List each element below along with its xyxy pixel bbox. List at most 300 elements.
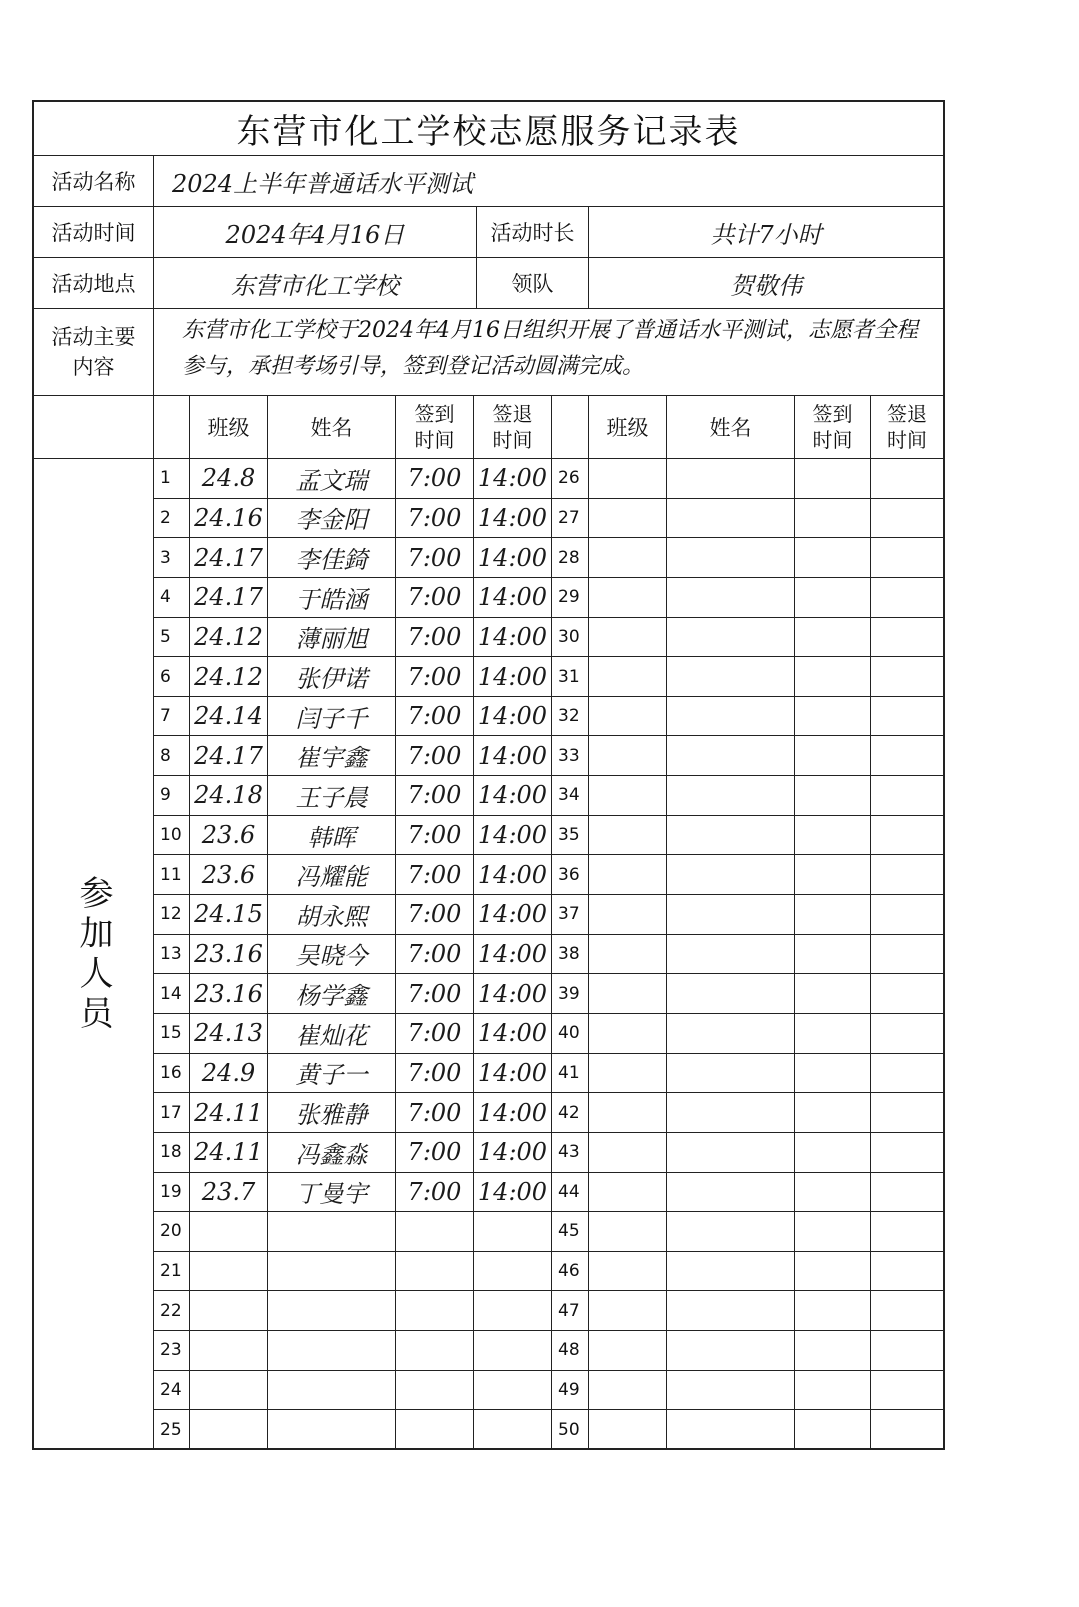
table-row bbox=[154, 618, 943, 658]
sign-out-time-cell: 14:00 bbox=[474, 1054, 552, 1093]
right-row-number-cell: 50 bbox=[552, 1410, 589, 1450]
right-row-number-cell: 49 bbox=[552, 1371, 589, 1410]
right-sign-out-time-cell bbox=[871, 657, 943, 696]
header-signin-right bbox=[795, 396, 871, 458]
table-row bbox=[154, 1173, 943, 1213]
header-no-right bbox=[552, 396, 589, 458]
class-cell bbox=[190, 1371, 268, 1410]
row-number-cell: 6 bbox=[154, 657, 190, 696]
right-name-cell bbox=[667, 1212, 795, 1251]
right-sign-in-time-cell bbox=[795, 1133, 871, 1172]
right-class-cell bbox=[589, 736, 667, 775]
sign-out-time-cell bbox=[474, 1331, 552, 1370]
right-name-cell bbox=[667, 1173, 795, 1212]
row-number-cell: 3 bbox=[154, 538, 190, 577]
activity-duration-value: 共计7小时 bbox=[710, 220, 822, 249]
right-sign-out-time-cell bbox=[871, 1371, 943, 1410]
class-cell: 24.13 bbox=[190, 1014, 268, 1053]
table-row bbox=[154, 1410, 943, 1450]
table-row bbox=[154, 1212, 943, 1252]
right-row-number-cell: 39 bbox=[552, 974, 589, 1013]
table-row bbox=[154, 1331, 943, 1371]
right-sign-out-time-cell bbox=[871, 1054, 943, 1093]
table-row bbox=[154, 974, 943, 1014]
sign-out-time-cell bbox=[474, 1252, 552, 1291]
right-name-cell bbox=[667, 459, 795, 498]
table-row bbox=[154, 935, 943, 975]
sign-in-time-cell: 7:00 bbox=[396, 776, 474, 815]
class-cell: 24.17 bbox=[190, 578, 268, 617]
name-cell bbox=[268, 1371, 396, 1410]
activity-time-value: 2024年4月16日 bbox=[154, 207, 477, 257]
right-name-cell bbox=[667, 1252, 795, 1291]
right-sign-in-time-cell bbox=[795, 697, 871, 736]
sign-in-time-cell: 7:00 bbox=[396, 538, 474, 577]
class-cell bbox=[190, 1410, 268, 1450]
name-cell bbox=[268, 1291, 396, 1330]
header-signout-right-2: 时间 bbox=[887, 428, 927, 452]
right-name-cell bbox=[667, 657, 795, 696]
right-class-cell bbox=[589, 1173, 667, 1212]
right-row-number-cell: 48 bbox=[552, 1331, 589, 1370]
right-class-cell bbox=[589, 1252, 667, 1291]
right-name-cell bbox=[667, 935, 795, 974]
row-number-cell: 13 bbox=[154, 935, 190, 974]
name-cell bbox=[268, 1410, 396, 1450]
header-signout-right bbox=[871, 396, 943, 458]
right-sign-out-time-cell bbox=[871, 459, 943, 498]
sign-out-time-cell bbox=[474, 1212, 552, 1251]
sign-out-time-cell: 14:00 bbox=[474, 776, 552, 815]
name-cell: 崔宇鑫 bbox=[268, 736, 396, 775]
right-row-number-cell: 40 bbox=[552, 1014, 589, 1053]
table-row bbox=[154, 736, 943, 776]
right-class-cell bbox=[589, 1054, 667, 1093]
header-signin-left-2: 时间 bbox=[414, 428, 455, 452]
sign-out-time-cell: 14:00 bbox=[474, 1133, 552, 1172]
activity-name-label: 活动名称 bbox=[34, 156, 154, 206]
right-sign-in-time-cell bbox=[795, 895, 871, 934]
name-cell: 薄丽旭 bbox=[268, 618, 396, 657]
right-sign-in-time-cell bbox=[795, 499, 871, 538]
participant-grid bbox=[34, 459, 943, 1450]
sign-out-time-cell: 14:00 bbox=[474, 1093, 552, 1132]
row-number-cell: 14 bbox=[154, 974, 190, 1013]
sign-in-time-cell: 7:00 bbox=[396, 697, 474, 736]
row-number-cell: 10 bbox=[154, 816, 190, 855]
right-sign-in-time-cell bbox=[795, 855, 871, 894]
right-sign-out-time-cell bbox=[871, 1173, 943, 1212]
name-cell: 冯鑫淼 bbox=[268, 1133, 396, 1172]
sign-out-time-cell: 14:00 bbox=[474, 1173, 552, 1212]
right-sign-out-time-cell bbox=[871, 816, 943, 855]
sign-in-time-cell: 7:00 bbox=[396, 736, 474, 775]
right-class-cell bbox=[589, 459, 667, 498]
right-sign-in-time-cell bbox=[795, 1212, 871, 1251]
right-class-cell bbox=[589, 776, 667, 815]
sign-out-time-cell bbox=[474, 1291, 552, 1330]
activity-name-row bbox=[34, 156, 943, 207]
table-row bbox=[154, 1133, 943, 1173]
right-class-cell bbox=[589, 657, 667, 696]
class-cell: 24.16 bbox=[190, 499, 268, 538]
header-class-left: 班级 bbox=[190, 396, 268, 458]
right-class-cell bbox=[589, 1291, 667, 1330]
header-no-left bbox=[154, 396, 190, 458]
right-sign-in-time-cell bbox=[795, 1054, 871, 1093]
right-row-number-cell: 33 bbox=[552, 736, 589, 775]
right-sign-in-time-cell bbox=[795, 1014, 871, 1053]
class-cell: 24.17 bbox=[190, 736, 268, 775]
right-sign-in-time-cell bbox=[795, 1252, 871, 1291]
row-number-cell: 15 bbox=[154, 1014, 190, 1053]
table-row bbox=[154, 895, 943, 935]
right-name-cell bbox=[667, 895, 795, 934]
sign-in-time-cell: 7:00 bbox=[396, 1133, 474, 1172]
right-class-cell bbox=[589, 1212, 667, 1251]
right-row-number-cell: 27 bbox=[552, 499, 589, 538]
row-number-cell: 16 bbox=[154, 1054, 190, 1093]
activity-location-label: 活动地点 bbox=[34, 258, 154, 308]
class-cell: 24.11 bbox=[190, 1093, 268, 1132]
row-number-cell: 8 bbox=[154, 736, 190, 775]
row-number-cell: 22 bbox=[154, 1291, 190, 1330]
header-name-left: 姓名 bbox=[268, 396, 396, 458]
right-row-number-cell: 45 bbox=[552, 1212, 589, 1251]
class-cell: 23.16 bbox=[190, 935, 268, 974]
activity-content-row bbox=[34, 309, 943, 396]
right-name-cell bbox=[667, 776, 795, 815]
table-row bbox=[154, 499, 943, 539]
right-class-cell bbox=[589, 1014, 667, 1053]
right-name-cell bbox=[667, 1133, 795, 1172]
table-row bbox=[154, 1252, 943, 1292]
class-cell: 24.15 bbox=[190, 895, 268, 934]
activity-location-row bbox=[34, 258, 943, 309]
name-cell: 冯耀能 bbox=[268, 855, 396, 894]
right-sign-in-time-cell bbox=[795, 1093, 871, 1132]
right-name-cell bbox=[667, 974, 795, 1013]
name-cell bbox=[268, 1212, 396, 1251]
right-name-cell bbox=[667, 1291, 795, 1330]
row-number-cell: 4 bbox=[154, 578, 190, 617]
sign-in-time-cell bbox=[396, 1410, 474, 1450]
table-row bbox=[154, 538, 943, 578]
right-row-number-cell: 46 bbox=[552, 1252, 589, 1291]
name-cell: 于皓涵 bbox=[268, 578, 396, 617]
activity-time-row bbox=[34, 207, 943, 258]
activity-content-label bbox=[34, 309, 154, 395]
row-number-cell: 1 bbox=[154, 459, 190, 498]
sign-in-time-cell: 7:00 bbox=[396, 459, 474, 498]
sign-in-time-cell bbox=[396, 1331, 474, 1370]
sign-in-time-cell: 7:00 bbox=[396, 816, 474, 855]
right-name-cell bbox=[667, 816, 795, 855]
right-class-cell bbox=[589, 618, 667, 657]
right-class-cell bbox=[589, 1410, 667, 1450]
right-sign-in-time-cell bbox=[795, 935, 871, 974]
class-cell bbox=[190, 1252, 268, 1291]
sign-in-time-cell bbox=[396, 1371, 474, 1410]
sign-out-time-cell: 14:00 bbox=[474, 578, 552, 617]
sign-out-time-cell: 14:00 bbox=[474, 935, 552, 974]
table-row bbox=[154, 459, 943, 499]
right-sign-out-time-cell bbox=[871, 1093, 943, 1132]
right-sign-in-time-cell bbox=[795, 538, 871, 577]
right-class-cell bbox=[589, 1093, 667, 1132]
class-cell bbox=[190, 1331, 268, 1370]
sign-in-time-cell: 7:00 bbox=[396, 499, 474, 538]
sign-in-time-cell: 7:00 bbox=[396, 974, 474, 1013]
name-cell: 李佳錡 bbox=[268, 538, 396, 577]
right-sign-in-time-cell bbox=[795, 776, 871, 815]
table-row bbox=[154, 657, 943, 697]
sign-out-time-cell: 14:00 bbox=[474, 618, 552, 657]
class-cell: 24.8 bbox=[190, 459, 268, 498]
class-cell: 24.12 bbox=[190, 657, 268, 696]
right-sign-out-time-cell bbox=[871, 1331, 943, 1370]
right-sign-out-time-cell bbox=[871, 1252, 943, 1291]
name-cell: 胡永熙 bbox=[268, 895, 396, 934]
right-sign-in-time-cell bbox=[795, 1331, 871, 1370]
right-name-cell bbox=[667, 1093, 795, 1132]
right-sign-out-time-cell bbox=[871, 499, 943, 538]
right-name-cell bbox=[667, 1410, 795, 1450]
row-number-cell: 19 bbox=[154, 1173, 190, 1212]
right-sign-out-time-cell bbox=[871, 776, 943, 815]
right-row-number-cell: 26 bbox=[552, 459, 589, 498]
table-row bbox=[154, 1054, 943, 1094]
right-sign-in-time-cell bbox=[795, 657, 871, 696]
right-sign-out-time-cell bbox=[871, 1291, 943, 1330]
class-cell: 24.14 bbox=[190, 697, 268, 736]
sign-in-time-cell: 7:00 bbox=[396, 1173, 474, 1212]
table-row bbox=[154, 1291, 943, 1331]
header-signout-left-1: 签退 bbox=[492, 402, 533, 426]
right-row-number-cell: 35 bbox=[552, 816, 589, 855]
right-row-number-cell: 42 bbox=[552, 1093, 589, 1132]
sign-in-time-cell bbox=[396, 1252, 474, 1291]
right-sign-out-time-cell bbox=[871, 538, 943, 577]
header-signin-right-2: 时间 bbox=[812, 428, 853, 452]
sign-in-time-cell: 7:00 bbox=[396, 618, 474, 657]
right-row-number-cell: 37 bbox=[552, 895, 589, 934]
right-sign-out-time-cell bbox=[871, 895, 943, 934]
right-name-cell bbox=[667, 1371, 795, 1410]
row-number-cell: 9 bbox=[154, 776, 190, 815]
sign-in-time-cell: 7:00 bbox=[396, 578, 474, 617]
sign-out-time-cell bbox=[474, 1410, 552, 1450]
right-sign-out-time-cell bbox=[871, 935, 943, 974]
activity-name-value: 2024上半年普通话水平测试 bbox=[172, 169, 474, 198]
activity-duration-label: 活动时长 bbox=[477, 207, 589, 257]
header-signin-left-1: 签到 bbox=[414, 402, 455, 426]
row-number-cell: 21 bbox=[154, 1252, 190, 1291]
right-row-number-cell: 38 bbox=[552, 935, 589, 974]
right-name-cell bbox=[667, 1331, 795, 1370]
name-cell: 张雅静 bbox=[268, 1093, 396, 1132]
right-sign-out-time-cell bbox=[871, 736, 943, 775]
name-cell: 韩晖 bbox=[268, 816, 396, 855]
right-row-number-cell: 47 bbox=[552, 1291, 589, 1330]
right-sign-in-time-cell bbox=[795, 736, 871, 775]
class-cell: 23.6 bbox=[190, 855, 268, 894]
class-cell bbox=[190, 1291, 268, 1330]
name-cell: 杨学鑫 bbox=[268, 974, 396, 1013]
right-class-cell bbox=[589, 538, 667, 577]
right-row-number-cell: 41 bbox=[552, 1054, 589, 1093]
right-class-cell bbox=[589, 895, 667, 934]
name-cell bbox=[268, 1252, 396, 1291]
team-leader-value: 贺敬伟 bbox=[730, 271, 802, 300]
name-cell: 黄子一 bbox=[268, 1054, 396, 1093]
header-class-right: 班级 bbox=[589, 396, 667, 458]
name-cell: 孟文瑞 bbox=[268, 459, 396, 498]
right-row-number-cell: 32 bbox=[552, 697, 589, 736]
row-number-cell: 12 bbox=[154, 895, 190, 934]
name-cell: 丁曼宇 bbox=[268, 1173, 396, 1212]
sign-out-time-cell: 14:00 bbox=[474, 657, 552, 696]
sign-out-time-cell: 14:00 bbox=[474, 974, 552, 1013]
title-row bbox=[34, 102, 943, 156]
right-sign-out-time-cell bbox=[871, 618, 943, 657]
class-cell: 24.17 bbox=[190, 538, 268, 577]
sign-out-time-cell: 14:00 bbox=[474, 697, 552, 736]
right-class-cell bbox=[589, 935, 667, 974]
right-row-number-cell: 43 bbox=[552, 1133, 589, 1172]
right-sign-in-time-cell bbox=[795, 1371, 871, 1410]
right-class-cell bbox=[589, 1331, 667, 1370]
volunteer-record-form bbox=[32, 100, 945, 1450]
team-leader-label: 领队 bbox=[477, 258, 589, 308]
right-sign-in-time-cell bbox=[795, 974, 871, 1013]
right-name-cell bbox=[667, 1014, 795, 1053]
sign-out-time-cell: 14:00 bbox=[474, 1014, 552, 1053]
activity-time-label: 活动时间 bbox=[34, 207, 154, 257]
table-row bbox=[154, 1093, 943, 1133]
right-sign-in-time-cell bbox=[795, 459, 871, 498]
name-cell: 李金阳 bbox=[268, 499, 396, 538]
row-number-cell: 20 bbox=[154, 1212, 190, 1251]
name-cell: 王子晨 bbox=[268, 776, 396, 815]
row-number-cell: 18 bbox=[154, 1133, 190, 1172]
row-number-cell: 24 bbox=[154, 1371, 190, 1410]
sign-in-time-cell bbox=[396, 1212, 474, 1251]
activity-content-label-text: 活动主要内容 bbox=[51, 325, 136, 379]
row-number-cell: 25 bbox=[154, 1410, 190, 1450]
right-row-number-cell: 44 bbox=[552, 1173, 589, 1212]
row-number-cell: 17 bbox=[154, 1093, 190, 1132]
row-number-cell: 5 bbox=[154, 618, 190, 657]
sign-out-time-cell: 14:00 bbox=[474, 855, 552, 894]
table-row bbox=[154, 578, 943, 618]
sign-out-time-cell bbox=[474, 1371, 552, 1410]
right-name-cell bbox=[667, 618, 795, 657]
right-sign-out-time-cell bbox=[871, 1133, 943, 1172]
participants-label-text: 参加人员 bbox=[73, 874, 113, 1035]
right-class-cell bbox=[589, 499, 667, 538]
header-signin-left bbox=[396, 396, 474, 458]
activity-location-value: 东营市化工学校 bbox=[154, 258, 477, 308]
form-title: 东营市化工学校志愿服务记录表 bbox=[236, 112, 741, 152]
right-row-number-cell: 36 bbox=[552, 855, 589, 894]
sign-out-time-cell: 14:00 bbox=[474, 538, 552, 577]
right-sign-out-time-cell bbox=[871, 1014, 943, 1053]
participants-label bbox=[34, 459, 154, 1450]
class-cell: 24.18 bbox=[190, 776, 268, 815]
row-number-cell: 7 bbox=[154, 697, 190, 736]
name-cell: 吴晓今 bbox=[268, 935, 396, 974]
sign-in-time-cell: 7:00 bbox=[396, 935, 474, 974]
header-blank-left bbox=[34, 396, 154, 458]
right-sign-out-time-cell bbox=[871, 1410, 943, 1450]
right-row-number-cell: 34 bbox=[552, 776, 589, 815]
table-row bbox=[154, 697, 943, 737]
table-row bbox=[154, 816, 943, 856]
right-name-cell bbox=[667, 538, 795, 577]
sign-out-time-cell: 14:00 bbox=[474, 459, 552, 498]
sign-in-time-cell: 7:00 bbox=[396, 1093, 474, 1132]
right-sign-in-time-cell bbox=[795, 816, 871, 855]
right-class-cell bbox=[589, 816, 667, 855]
right-sign-out-time-cell bbox=[871, 855, 943, 894]
sign-out-time-cell: 14:00 bbox=[474, 816, 552, 855]
class-cell: 23.7 bbox=[190, 1173, 268, 1212]
class-cell: 24.9 bbox=[190, 1054, 268, 1093]
sign-out-time-cell: 14:00 bbox=[474, 895, 552, 934]
sign-in-time-cell: 7:00 bbox=[396, 895, 474, 934]
right-row-number-cell: 28 bbox=[552, 538, 589, 577]
class-cell bbox=[190, 1212, 268, 1251]
name-cell bbox=[268, 1331, 396, 1370]
right-sign-out-time-cell bbox=[871, 974, 943, 1013]
right-name-cell bbox=[667, 697, 795, 736]
header-signout-left-2: 时间 bbox=[492, 428, 533, 452]
table-row bbox=[154, 1371, 943, 1411]
sign-out-time-cell: 14:00 bbox=[474, 736, 552, 775]
row-number-cell: 23 bbox=[154, 1331, 190, 1370]
right-sign-in-time-cell bbox=[795, 578, 871, 617]
header-signout-left bbox=[474, 396, 552, 458]
table-row bbox=[154, 855, 943, 895]
right-class-cell bbox=[589, 855, 667, 894]
table-row bbox=[154, 776, 943, 816]
right-class-cell bbox=[589, 697, 667, 736]
name-cell: 张伊诺 bbox=[268, 657, 396, 696]
activity-content-value-cell bbox=[154, 309, 943, 395]
right-sign-in-time-cell bbox=[795, 1410, 871, 1450]
sign-in-time-cell: 7:00 bbox=[396, 1014, 474, 1053]
name-cell: 崔灿花 bbox=[268, 1014, 396, 1053]
sign-in-time-cell: 7:00 bbox=[396, 855, 474, 894]
row-number-cell: 2 bbox=[154, 499, 190, 538]
sign-in-time-cell bbox=[396, 1291, 474, 1330]
header-signout-right-1: 签退 bbox=[887, 402, 927, 426]
sign-in-time-cell: 7:00 bbox=[396, 657, 474, 696]
right-class-cell bbox=[589, 1133, 667, 1172]
header-name-right: 姓名 bbox=[667, 396, 795, 458]
class-cell: 24.12 bbox=[190, 618, 268, 657]
right-name-cell bbox=[667, 855, 795, 894]
right-sign-out-time-cell bbox=[871, 1212, 943, 1251]
class-cell: 23.16 bbox=[190, 974, 268, 1013]
right-name-cell bbox=[667, 499, 795, 538]
header-signin-right-1: 签到 bbox=[812, 402, 853, 426]
right-class-cell bbox=[589, 974, 667, 1013]
right-name-cell bbox=[667, 1054, 795, 1093]
right-row-number-cell: 29 bbox=[552, 578, 589, 617]
right-row-number-cell: 30 bbox=[552, 618, 589, 657]
